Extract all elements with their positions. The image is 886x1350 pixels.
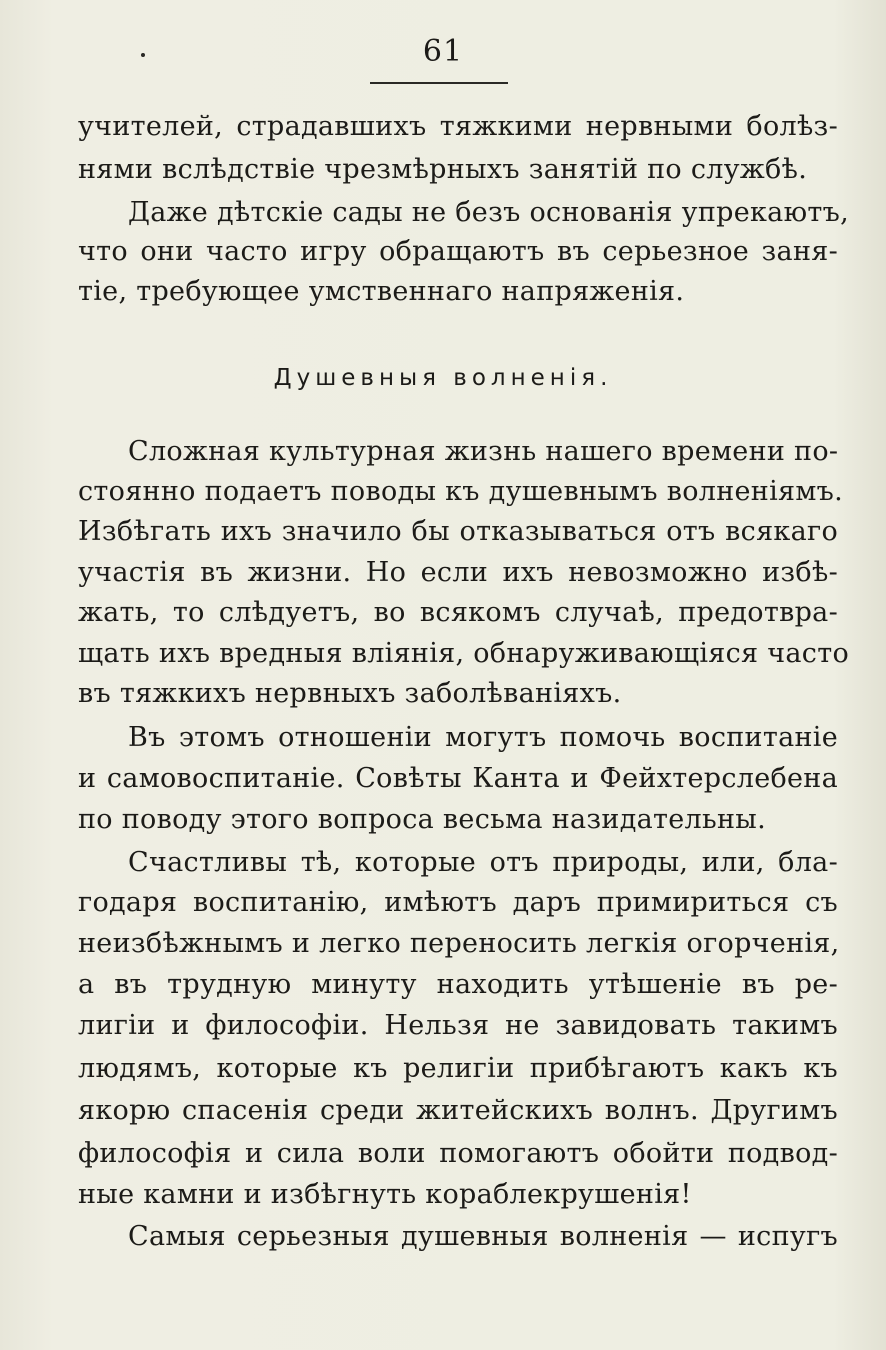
text-line: Сложная культурная жизнь нашего времени по- xyxy=(128,436,839,467)
text-line: годаря воспитанію, имѣютъ даръ примириться съ xyxy=(78,887,838,918)
text-line: щать ихъ вредныя вліянія, обнаруживающіяся часто xyxy=(78,638,850,669)
text-line: участія въ жизни. Но если ихъ невозможно избѣ- xyxy=(78,557,838,588)
text-line: людямъ, которые къ религіи прибѣгаютъ какъ къ xyxy=(78,1053,838,1084)
text-line: нями вслѣдствіе чрезмѣрныхъ занятій по службѣ. xyxy=(78,154,808,185)
text-line: а въ трудную минуту находить утѣшеніе въ ре- xyxy=(78,969,838,1000)
text-line: тіе, требующее умственнаго напряженія. xyxy=(78,276,685,307)
section-heading: Душевныя волненія. xyxy=(273,365,613,391)
text-line: Счастливы тѣ, которые отъ природы, или, бла- xyxy=(128,847,838,878)
text-line: Даже дѣтскіе сады не безъ основанія упрекаютъ, xyxy=(128,197,849,228)
text-line: и самовоспитаніе. Совѣты Канта и Фейхтерслебена xyxy=(78,763,838,794)
header-rule xyxy=(370,82,508,84)
text-line: Въ этомъ отношеніи могутъ помочь воспитаніе xyxy=(128,722,838,753)
text-line: лигіи и философіи. Нельзя не завидовать такимъ xyxy=(78,1010,838,1041)
text-line: Избѣгать ихъ значило бы отказываться отъ всякаго xyxy=(78,516,838,547)
page-number: 61 xyxy=(422,34,464,69)
text-line: жать, то слѣдуетъ, во всякомъ случаѣ, предотвра- xyxy=(78,597,838,628)
text-line: что они часто игру обращаютъ въ серьезное заня- xyxy=(78,236,838,267)
text-line: неизбѣжнымъ и легко переносить легкія огорченія, xyxy=(78,928,840,959)
text-line: философія и сила воли помогаютъ обойти подвод- xyxy=(78,1138,838,1169)
text-line: ные камни и избѣгнуть кораблекрушенія! xyxy=(78,1179,692,1210)
text-line: въ тяжкихъ нервныхъ заболѣваніяхъ. xyxy=(78,678,622,709)
text-line: Самыя серьезныя душевныя волненія — испугъ xyxy=(128,1221,838,1252)
text-line: учителей, страдавшихъ тяжкими нервными болѣз- xyxy=(78,111,838,142)
text-line: по поводу этого вопроса весьма назидательны. xyxy=(78,804,766,835)
text-line: якорю спасенія среди житейскихъ волнъ. Другимъ xyxy=(78,1095,838,1126)
text-line: стоянно подаетъ поводы къ душевнымъ волненіямъ. xyxy=(78,476,844,507)
